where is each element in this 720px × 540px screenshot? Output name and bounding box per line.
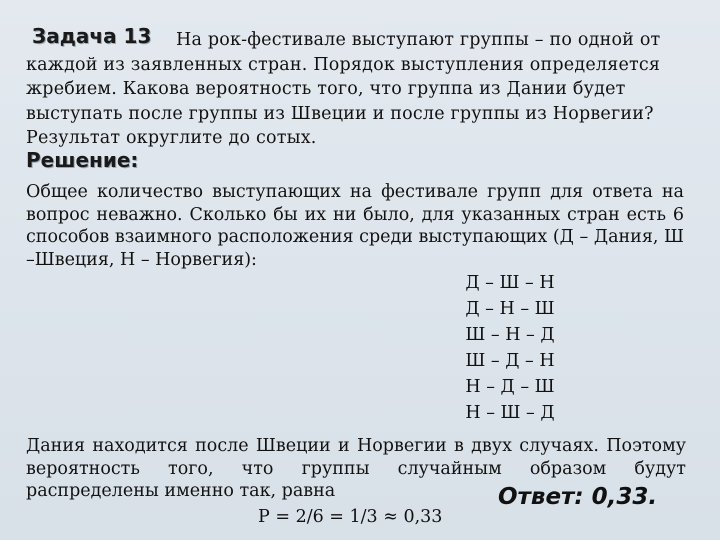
- arrangement-item: Д – Н – Ш: [465, 299, 555, 319]
- probability-formula: Р = 2/6 = 1/3 ≈ 0,33: [258, 507, 443, 527]
- arrangement-item: Д – Ш – Н: [465, 273, 555, 293]
- arrangement-item: Н – Ш – Д: [465, 403, 555, 423]
- arrangement-item: Н – Д – Ш: [465, 377, 555, 397]
- task-title: Задача 13: [32, 24, 152, 48]
- problem-rest: от каждой из заявленных стран. Порядок выступления определяется жребием. Какова вероятность того, что группа из Дании будет выступать после группы из Швеции и после группы из Норвегии? Результат округлите до сотых.: [26, 30, 661, 148]
- problem-first-line: На рок-фестивале выступают группы – по одной: [176, 30, 635, 50]
- solution-paragraph-1: Общее количество выступающих на фестивале групп для ответа на вопрос неважно. Сколько бы их ни было, для указанных стран есть 6 способов взаимного расположения среди выступающих (Д – Дания, Ш –Швеция, Н – Норвегия):: [26, 182, 684, 270]
- arrangement-item: Ш – Н – Д: [465, 325, 555, 345]
- answer-text: Ответ: 0,33.: [498, 484, 658, 510]
- solution-paragraph-2: Дания находится после Швеции и Норвегии в двух случаях. Поэтому вероятность того, что группы случайным образом будут распределены именно так, равна: [26, 436, 686, 501]
- arrangement-item: Ш – Д – Н: [465, 351, 555, 371]
- solution-title: Решение:: [26, 148, 139, 172]
- arrangements-list: [440, 270, 580, 426]
